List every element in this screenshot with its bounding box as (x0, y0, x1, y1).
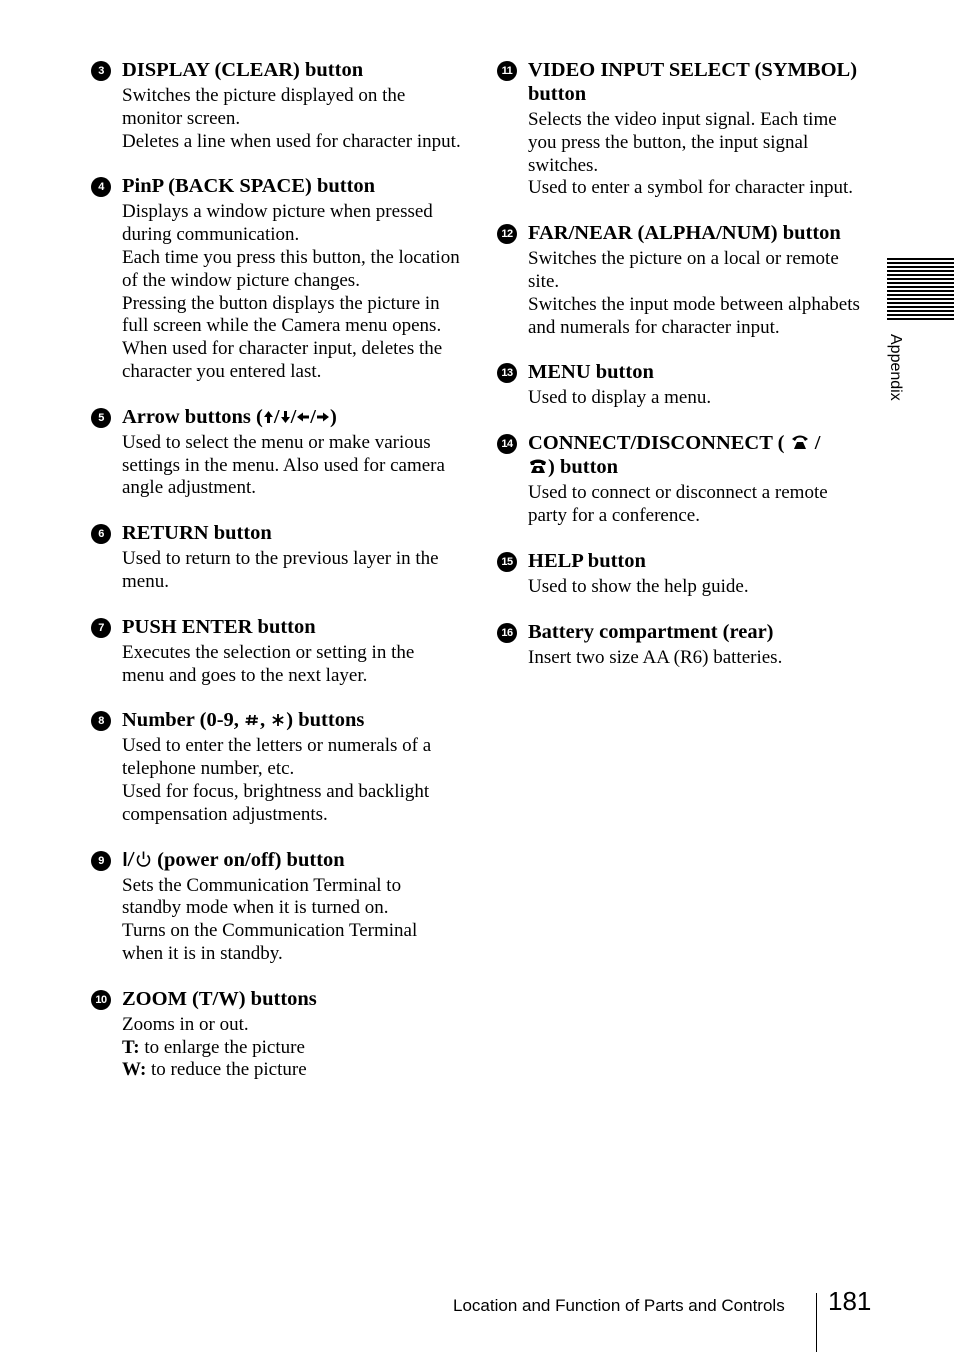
item-text: Turns on the Communication Terminal when it is in standby. (122, 920, 418, 964)
item-number-badge: 5 (91, 408, 111, 428)
item-text: Each time you press this button, the location of the window picture changes. (122, 246, 460, 291)
phone-onhook-icon (528, 457, 548, 475)
item-heading: PinP (BACK SPACE) button (122, 175, 376, 198)
up-arrow-icon (263, 409, 274, 425)
phone-offhook-icon (790, 433, 810, 451)
item-zoom-buttons (91, 987, 461, 1082)
item-text: Used for focus, brightness and backlight compensation adjustments. (122, 780, 430, 825)
item-text: Used to enter a symbol for character input. (528, 177, 853, 199)
item-heading: MENU button (528, 361, 654, 384)
zoom-wide-key: W: (122, 1059, 147, 1081)
item-text: Used to return to the previous layer in the menu. (122, 548, 439, 592)
item-number-badge: 3 (91, 61, 111, 81)
item-number-badge: 6 (91, 524, 111, 544)
item-heading: ZOOM (T/W) buttons (122, 987, 317, 1010)
item-text: Insert two size AA (R6) batteries. (528, 646, 783, 668)
left-column (91, 58, 461, 1103)
item-connect-disconnect-button (497, 431, 867, 528)
heading-suffix: ) (329, 405, 337, 428)
item-heading: RETURN button (122, 522, 272, 545)
item-number-badge: 16 (497, 623, 517, 643)
zoom-wide-text: to reduce the picture (146, 1059, 307, 1081)
item-heading: VIDEO INPUT SELECT (SYMBOL) button (528, 59, 858, 105)
item-battery-compartment (497, 620, 867, 670)
item-number-buttons (91, 708, 461, 826)
item-return-button (91, 521, 461, 594)
item-heading: PUSH ENTER button (122, 615, 316, 638)
item-number-badge: 15 (497, 552, 517, 572)
item-number-badge: 13 (497, 363, 517, 383)
item-text: Switches the picture displayed on the monitor screen. (122, 85, 406, 129)
item-text: Used to connect or disconnect a remote party for a conference. (528, 482, 828, 526)
heading-prefix: Arrow buttons ( (122, 405, 263, 428)
item-number-badge: 7 (91, 618, 111, 638)
section-tab-label: Appendix (887, 334, 904, 401)
item-number-badge: 10 (91, 990, 111, 1010)
item-number-badge: 8 (91, 711, 111, 731)
item-text: Executes the selection or setting in the menu and goes to the next layer. (122, 641, 415, 686)
right-arrow-icon (316, 409, 330, 425)
item-far-near-button (497, 221, 867, 339)
item-menu-button (497, 360, 867, 410)
item-text: Selects the video input signal. Each time you press the button, the input signal switches. (528, 109, 837, 176)
item-heading: DISPLAY (CLEAR) button (122, 59, 364, 81)
item-number-badge: 12 (497, 224, 517, 244)
item-help-button (497, 549, 867, 599)
item-text: Zooms in or out. (122, 1013, 249, 1035)
item-video-input-select-button (497, 58, 867, 200)
item-display-button (91, 58, 461, 153)
item-text: Used to enter the letters or numerals of a telephone number, etc. (122, 735, 432, 780)
item-number-badge: 11 (497, 61, 517, 81)
item-text: Used to display a menu. (528, 387, 712, 409)
item-heading: Arrow buttons ( / / / ) (122, 405, 337, 428)
power-icon (122, 850, 152, 868)
heading-separator: / (814, 432, 821, 455)
down-arrow-icon (280, 409, 291, 425)
item-text: When used for character input, deletes the character you entered last. (122, 338, 443, 382)
item-text: Sets the Communication Terminal to standby mode when it is turned on. (122, 874, 402, 919)
left-arrow-icon (296, 409, 310, 425)
heading-suffix: ) buttons (286, 709, 365, 732)
item-text: Switches the picture on a local or remote site. (528, 248, 839, 292)
zoom-tele-line (122, 1037, 461, 1060)
item-text: Pressing the button displays the picture in full screen while the Camera menu opens. (122, 292, 442, 337)
item-text: Displays a window picture when pressed during communication. (122, 201, 433, 246)
zoom-wide-line (122, 1059, 461, 1082)
zoom-tele-key: T: (122, 1036, 140, 1058)
item-heading: HELP button (528, 549, 646, 572)
page-number: 181 (828, 1286, 872, 1316)
zoom-tele-text: to enlarge the picture (139, 1036, 305, 1058)
item-heading (122, 708, 364, 732)
heading-separator: , (260, 709, 266, 732)
heading-suffix: (power on/off) button (157, 848, 345, 871)
item-number-badge: 4 (91, 177, 111, 197)
item-text: Used to select the menu or make various settings in the menu. Also used for camera angle adjustment. (122, 431, 445, 499)
item-power-button (91, 848, 461, 966)
item-heading (122, 848, 345, 872)
item-heading: Battery compartment (rear) (528, 620, 774, 643)
heading-prefix: Number (0-9, (122, 709, 239, 732)
item-heading: FAR/NEAR (ALPHA/NUM) button (528, 222, 841, 245)
asterisk-icon (270, 712, 286, 728)
item-text: Used to show the help guide. (528, 575, 749, 597)
heading-prefix: CONNECT/DISCONNECT ( (528, 432, 785, 455)
hash-icon (244, 712, 260, 728)
heading-suffix: ) button (548, 456, 619, 479)
item-heading (528, 431, 820, 479)
right-column (497, 58, 867, 690)
footer-divider (816, 1293, 817, 1352)
footer-section-title: Location and Function of Parts and Controls (453, 1296, 785, 1315)
item-number-badge: 9 (91, 851, 111, 871)
item-arrow-buttons (91, 405, 461, 500)
item-text: Switches the input mode between alphabets and numerals for character input. (528, 293, 860, 338)
section-tab-stripes (887, 258, 954, 322)
item-number-badge: 14 (497, 434, 517, 454)
item-push-enter-button (91, 615, 461, 688)
item-text: Deletes a line when used for character input. (122, 130, 461, 152)
item-pinp-button (91, 174, 461, 383)
